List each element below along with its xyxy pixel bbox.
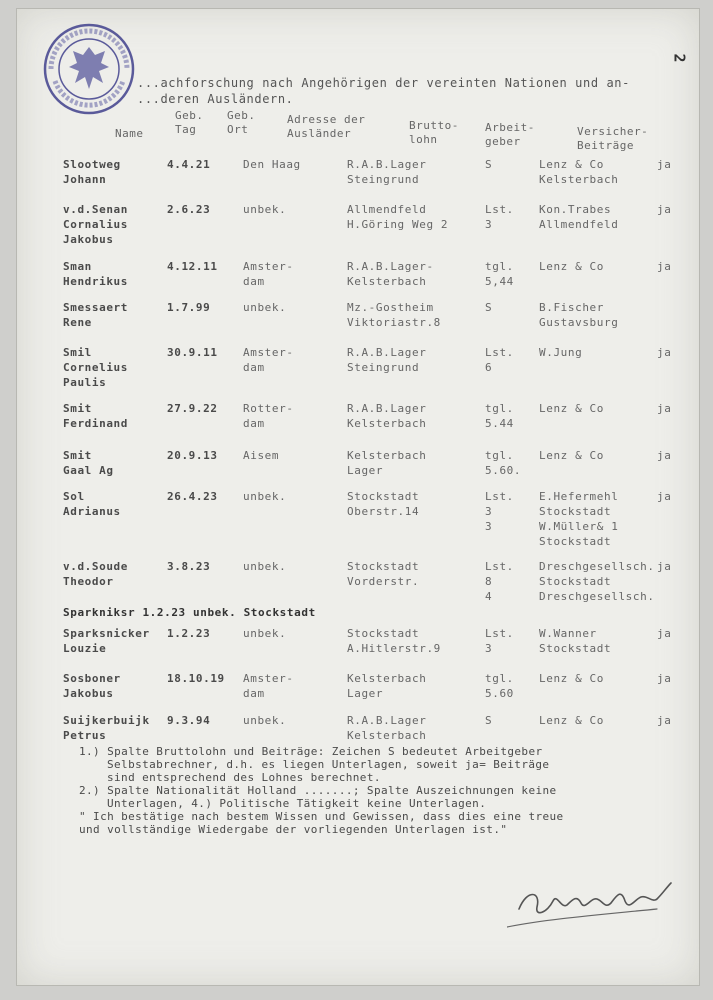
heading-line-2: ...deren Ausländern. — [137, 92, 294, 106]
cell-pob: unbek. — [243, 560, 287, 573]
column-header-gross: Brutto- lohn — [409, 119, 459, 146]
column-header-pob: Geb. Ort — [227, 109, 256, 136]
cell-name: Sparksnicker Louzie — [63, 627, 150, 655]
column-header-insurance: Versicher- Beiträge — [577, 125, 649, 152]
cell-ins: ja — [657, 449, 672, 462]
cell-pob: Amster- dam — [243, 672, 294, 700]
cell-ins: ja — [657, 203, 672, 216]
note-line: und vollständige Wiedergabe der vorliegenden Unterlagen ist." — [79, 823, 508, 836]
cell-pob: unbek. — [243, 301, 287, 314]
cell-dob: 1.7.99 — [167, 301, 211, 314]
cell-dob: 1.2.23 — [167, 627, 211, 640]
cell-employer: Lenz & Co — [539, 402, 605, 415]
cell-pob: Rotter- dam — [243, 402, 294, 430]
page-number: 2 — [670, 53, 689, 63]
column-header-dob: Geb. Tag — [175, 109, 204, 136]
cell-name: Smit Ferdinand — [63, 402, 129, 430]
circular-stamp-seal — [41, 21, 137, 117]
cell-name: Suijkerbuijk Petrus — [63, 714, 150, 742]
cell-pob: unbek. — [243, 714, 287, 727]
cell-employer: W.Wanner Stockstadt — [539, 627, 612, 655]
cell-name: v.d.Senan Cornalius Jakobus — [63, 203, 129, 246]
note-line: Selbstabrechner, d.h. es liegen Unterlagen, soweit ja= Beiträge — [107, 758, 550, 771]
cell-employer: E.Hefermehl Stockstadt W.Müller& 1 Stockstadt — [539, 490, 619, 548]
cell-ins: ja — [657, 346, 672, 359]
cell-pob: Aisem — [243, 449, 280, 462]
column-header-address: Adresse der Ausländer — [287, 113, 366, 140]
cell-gross: Lst. 6 — [485, 346, 514, 374]
cell-ins: ja — [657, 490, 672, 503]
cell-address: Kelsterbach Lager — [347, 449, 427, 477]
column-header-name: Name — [115, 127, 144, 140]
handwritten-signature — [507, 869, 677, 939]
cell-address: Allmendfeld H.Göring Weg 2 — [347, 203, 449, 231]
cell-employer: Kon.Trabes Allmendfeld — [539, 203, 619, 231]
cell-gross: S — [485, 714, 493, 727]
cell-address: Stockstadt A.Hitlerstr.9 — [347, 627, 441, 655]
cell-pob: Den Haag — [243, 158, 301, 171]
cell-dob: 3.8.23 — [167, 560, 211, 573]
cell-pob: unbek. — [243, 203, 287, 216]
cell-address: R.A.B.Lager Steingrund — [347, 346, 427, 374]
cell-gross: Lst. 8 4 — [485, 560, 514, 603]
cell-employer: W.Jung — [539, 346, 583, 359]
cell-name: Smil Cornelius Paulis — [63, 346, 129, 389]
cell-dob: 20.9.13 — [167, 449, 218, 462]
cell-dob: 2.6.23 — [167, 203, 211, 216]
cell-ins: ja — [657, 714, 672, 727]
note-line: 2.) Spalte Nationalität Holland .......; Spalte Auszeichnungen keine — [79, 784, 557, 797]
cell-gross: tgl. 5.44 — [485, 402, 514, 430]
note-line: " Ich bestätige nach bestem Wissen und Gewissen, dass dies eine treue — [79, 810, 564, 823]
cell-dob: 26.4.23 — [167, 490, 218, 503]
cell-address: R.A.B.Lager Steingrund — [347, 158, 427, 186]
cell-address: Stockstadt Oberstr.14 — [347, 490, 420, 518]
cell-gross: tgl. 5.60 — [485, 672, 514, 700]
cell-employer: Lenz & Co — [539, 260, 605, 273]
document-heading — [137, 75, 677, 107]
cell-name: Sol Adrianus — [63, 490, 121, 518]
footnotes — [79, 745, 679, 836]
cell-employer: Lenz & Co — [539, 672, 605, 685]
cell-gross: tgl. 5,44 — [485, 260, 514, 288]
cell-employer: Lenz & Co — [539, 449, 605, 462]
cell-gross: S — [485, 301, 493, 314]
cell-address: Stockstadt Vorderstr. — [347, 560, 420, 588]
note-line: Unterlagen, 4.) Politische Tätigkeit keine Unterlagen. — [107, 797, 487, 810]
cell-dob: 9.3.94 — [167, 714, 211, 727]
cell-employer: Dreschgesellsch. Stockstadt Dreschgesellsch. — [539, 560, 655, 603]
cell-ins: ja — [657, 560, 672, 573]
cell-employer: Lenz & Co Kelsterbach — [539, 158, 619, 186]
heading-line-1: ...achforschung nach Angehörigen der vereinten Nationen und an- — [137, 76, 630, 90]
cell-gross: tgl. 5.60. — [485, 449, 522, 477]
cell-name: Sman Hendrikus — [63, 260, 129, 288]
cell-gross: S — [485, 158, 493, 171]
cell-name: v.d.Soude Theodor — [63, 560, 129, 588]
cell-gross: Lst. 3 — [485, 627, 514, 655]
cell-dob: 4.12.11 — [167, 260, 218, 273]
cell-name: Slootweg Johann — [63, 158, 121, 186]
note-line: sind entsprechend des Lohnes berechnet. — [107, 771, 381, 784]
cell-employer: Lenz & Co — [539, 714, 605, 727]
cell-ins: ja — [657, 158, 672, 171]
struck-through-line: Sparkniksr 1.2.23 unbek. Stockstadt — [63, 606, 316, 619]
cell-dob: 4.4.21 — [167, 158, 211, 171]
cell-address: R.A.B.Lager- Kelsterbach — [347, 260, 434, 288]
cell-name: Smit Gaal Ag — [63, 449, 114, 477]
document-page — [16, 8, 700, 986]
cell-gross: Lst. 3 3 — [485, 490, 514, 533]
cell-ins: ja — [657, 402, 672, 415]
cell-address: Mz.-Gostheim Viktoriastr.8 — [347, 301, 441, 329]
cell-name: Sosboner Jakobus — [63, 672, 121, 700]
cell-dob: 27.9.22 — [167, 402, 218, 415]
cell-address: R.A.B.Lager Kelsterbach — [347, 714, 427, 742]
column-header-employer: Arbeit- geber — [485, 121, 535, 148]
cell-dob: 18.10.19 — [167, 672, 225, 685]
cell-ins: ja — [657, 260, 672, 273]
cell-dob: 30.9.11 — [167, 346, 218, 359]
cell-address: R.A.B.Lager Kelsterbach — [347, 402, 427, 430]
note-line: 1.) Spalte Bruttolohn und Beiträge: Zeichen S bedeutet Arbeitgeber — [79, 745, 543, 758]
cell-employer: B.Fischer Gustavsburg — [539, 301, 619, 329]
cell-pob: Amster- dam — [243, 260, 294, 288]
cell-pob: unbek. — [243, 627, 287, 640]
cell-pob: Amster- dam — [243, 346, 294, 374]
cell-pob: unbek. — [243, 490, 287, 503]
cell-name: Smessaert Rene — [63, 301, 129, 329]
cell-address: Kelsterbach Lager — [347, 672, 427, 700]
cell-ins: ja — [657, 627, 672, 640]
cell-gross: Lst. 3 — [485, 203, 514, 231]
cell-ins: ja — [657, 672, 672, 685]
